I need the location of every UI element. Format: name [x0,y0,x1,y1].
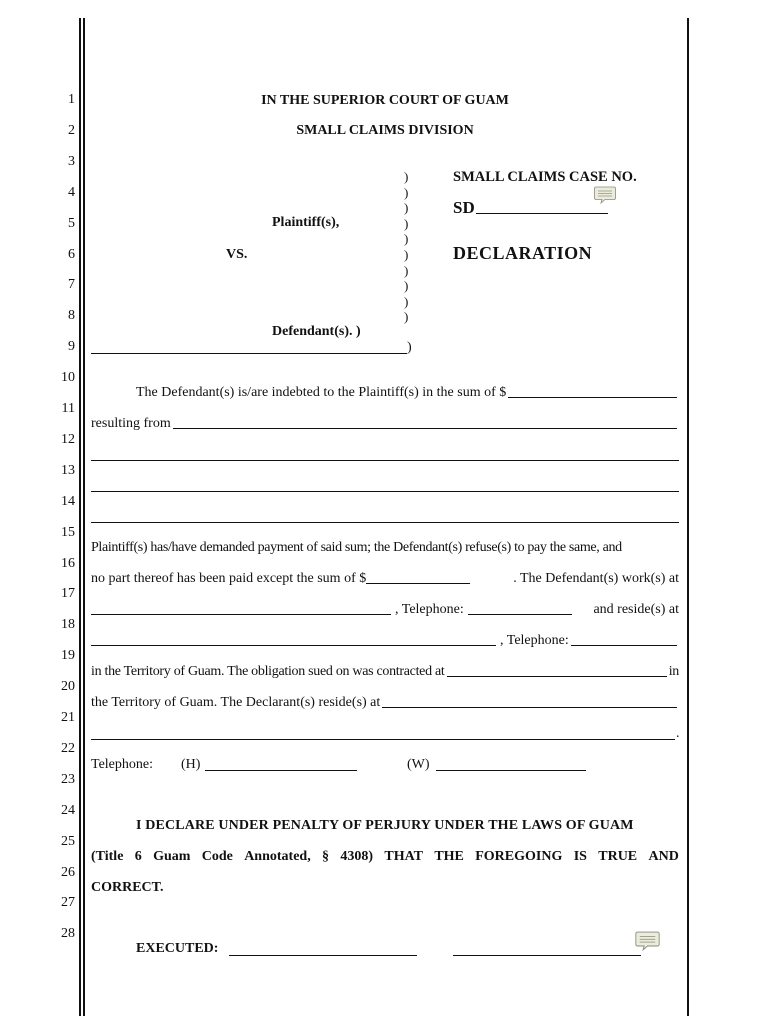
line-number: 2 [68,122,75,138]
defendant-label: Defendant(s). ) [272,324,361,339]
line-number: 24 [61,802,75,818]
resulting-from-label: resulting from [91,416,171,431]
work-label: (W) [407,757,430,772]
indebted-text: The Defendant(s) is/are indebted to the Plaintiff(s) in the sum of $ [136,385,507,400]
residence-row [91,633,679,649]
declaration-word: IS [573,849,587,864]
declaration-word: 4308) [340,849,374,864]
declaration-word: FOREGOING [475,849,563,864]
residence-field[interactable] [91,645,496,646]
line-number: 15 [61,524,75,540]
line-number: 23 [61,771,75,787]
sum-field[interactable] [508,397,677,398]
executed-place-field[interactable] [229,955,417,956]
declaration-word: AND [648,849,679,864]
line-number: 5 [68,215,75,231]
caption-paren: ) [404,278,409,294]
left-margin-rule-outer [79,18,81,1016]
line-number: 6 [68,246,75,262]
demand-text: Plaintiff(s) has/have demanded payment of said sum; the Defendant(s) refuse(s) to pay the same, and [91,540,622,555]
line-number: 17 [61,586,75,602]
caption-paren: ) [404,169,409,184]
blank-line-1[interactable] [91,460,679,461]
declaration-word: THE [434,849,464,864]
caption-paren: ) [404,200,409,216]
no-part-text: no part thereof has been paid except the sum of $ [91,571,367,586]
caption-bottom-line [91,353,407,354]
declaration-word: Guam [153,849,191,864]
line-number: 8 [68,308,75,324]
line-number: 22 [61,740,75,756]
line-number: 28 [61,926,75,942]
line-number: 9 [68,339,75,355]
declaration-word: (Title [91,849,124,864]
caption-bottom-paren: ) [407,340,412,355]
right-margin-rule [687,18,689,1016]
line-number: 21 [61,710,75,725]
court-title: IN THE SUPERIOR COURT OF GUAM [261,93,509,108]
caption-paren: ) [404,231,409,247]
blank-line-3[interactable] [91,522,679,523]
blank-line-2[interactable] [91,491,679,492]
line-number: 11 [61,401,75,416]
comment-icon[interactable] [594,186,616,204]
contract-place-field[interactable] [447,676,667,677]
resulting-row [91,416,679,432]
left-margin-rule-inner [83,18,85,1016]
signature-field[interactable] [453,955,641,956]
line-number: 20 [61,679,75,695]
line-number: 7 [68,277,75,293]
paid-sum-field[interactable] [366,583,470,584]
division-title: SMALL CLAIMS DIVISION [296,123,474,138]
declaration-word: Annotated, [244,849,311,864]
caption-paren: ) [404,309,409,325]
work-telephone-field[interactable] [468,614,572,615]
line-number: 14 [61,493,75,509]
comment-icon[interactable] [635,931,660,951]
line-number: 26 [61,864,75,880]
line-number: 13 [61,462,75,478]
period: . [676,726,680,741]
case-number-field[interactable] [476,213,608,214]
declarant-row [91,695,679,711]
declaration-word: TRUE [598,849,638,864]
declaration-word: 6 [134,849,142,864]
reside-text: and reside(s) at [593,602,679,617]
home-label: (H) [181,757,201,772]
work-place-field[interactable] [91,614,391,615]
declaration-line-1: I DECLARE UNDER PENALTY OF PERJURY UNDER THE LAWS OF GUAM [136,818,634,833]
line-number: 3 [68,153,75,169]
home-telephone-field[interactable] [205,770,357,771]
case-number-label: SMALL CLAIMS CASE NO. [453,169,637,185]
vs-label: VS. [226,247,248,262]
telephone-label: Telephone: [91,757,153,772]
sd-prefix: SD [453,198,475,217]
declarant-residence-field[interactable] [382,707,677,708]
indebted-row [91,385,679,401]
residence-telephone-field[interactable] [571,645,677,646]
declaration-word: § [322,849,330,864]
line-number: 27 [61,895,75,911]
work-telephone-label: , Telephone: [395,602,464,617]
line-number: 1 [68,92,75,107]
declaration-line-2 [91,849,679,865]
executed-label: EXECUTED: [136,941,219,956]
declaration-word: THAT [384,849,423,864]
territory-row [91,664,679,680]
line-number: 10 [61,370,75,386]
defendant-work-text: . The Defendant(s) work(s) at [513,571,679,586]
caption-paren: ) [404,293,409,309]
document-title: DECLARATION [453,243,593,263]
line-number: 16 [61,555,75,571]
caption-paren: ) [404,215,409,231]
line-number: 19 [61,648,75,664]
declarant-text: the Territory of Guam. The Declarant(s) reside(s) at [91,695,381,710]
line-number: 4 [68,184,75,200]
declaration-word: Code [201,849,233,864]
caption-paren: ) [404,262,409,278]
resulting-from-field[interactable] [173,428,677,429]
residence-telephone-label: , Telephone: [500,633,569,648]
line-number: 18 [61,617,75,633]
declaration-line-3: CORRECT. [91,880,164,895]
line-number: 25 [61,833,75,849]
territory-text: in the Territory of Guam. The obligation sued on was contracted at [91,664,445,679]
work-telephone-field-2[interactable] [436,770,586,771]
plaintiff-label: Plaintiff(s), [272,215,340,230]
no-part-row [91,571,679,587]
in-text: in [668,664,679,679]
declarant-residence-field-2[interactable] [91,739,675,740]
line-number: 12 [61,431,75,447]
work-row [91,602,679,618]
caption-paren: ) [404,184,409,200]
demand-row [91,540,679,556]
caption-paren: ) [404,247,409,262]
